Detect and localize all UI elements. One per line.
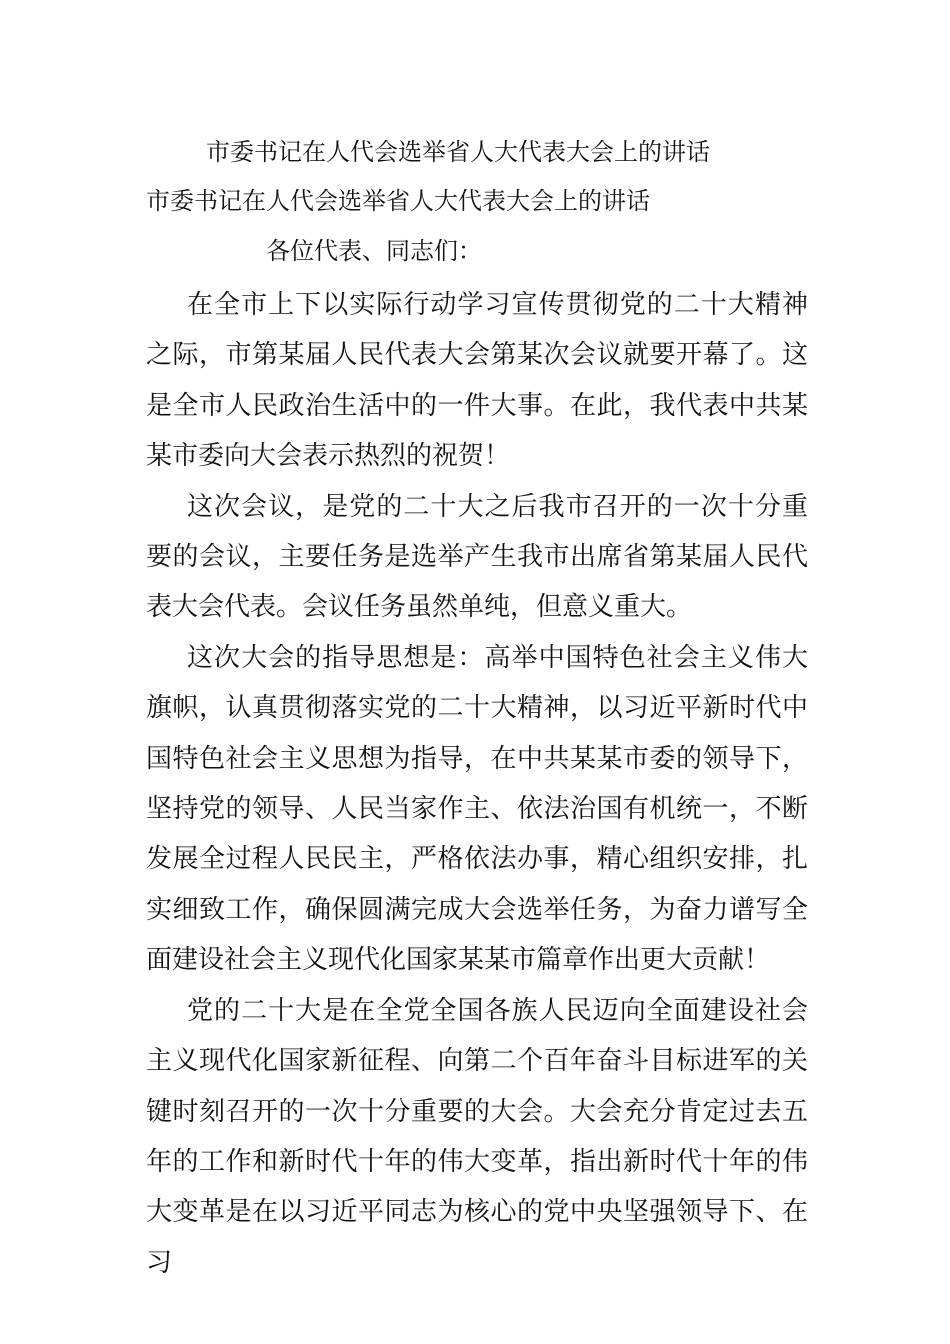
- document-title-repeat: 市委书记在人代会选举省人大代表大会上的讲话: [146, 187, 650, 215]
- paragraph: 这次会议，是党的二十大之后我市召开的一次十分重要的会议，主要任务是选举产生我市出席省第某届人民代表大会代表。会议任务虽然单纯，但意义重大。: [146, 491, 808, 623]
- salutation: 各位代表、同志们：: [266, 237, 482, 265]
- speech-body: [146, 280, 808, 1288]
- document-title: 市委书记在人代会选举省人大代表大会上的讲话: [206, 138, 710, 166]
- paragraph: 这次大会的指导思想是：高举中国特色社会主义伟大旗帜，认真贯彻落实党的二十大精神，以习近平新时代中国特色社会主义思想为指导，在中共某某市委的领导下，坚持党的领导、人民当家作主、依法治国有机统一，不断发展全过程人民民主，严格依法办事，精心组织安排，扎实细致工作，确保圆满完成大会选举任务，为奋力谱写全面建设社会主义现代化国家某某市篇章作出更大贡献！: [146, 642, 808, 976]
- paragraph: 在全市上下以实际行动学习宣传贯彻党的二十大精神之际，市第某届人民代表大会第某次会议就要开幕了。这是全市人民政治生活中的一件大事。在此，我代表中共某某市委向大会表示热烈的祝贺！: [146, 290, 808, 472]
- paragraph: 党的二十大是在全党全国各族人民迈向全面建设社会主义现代化国家新征程、向第二个百年奋斗目标进军的关键时刻召开的一次十分重要的大会。大会充分肯定过去五年的工作和新时代十年的伟大变革，指出新时代十年的伟大变革是在以习近平同志为核心的党中央坚强领导下、在习: [146, 995, 808, 1278]
